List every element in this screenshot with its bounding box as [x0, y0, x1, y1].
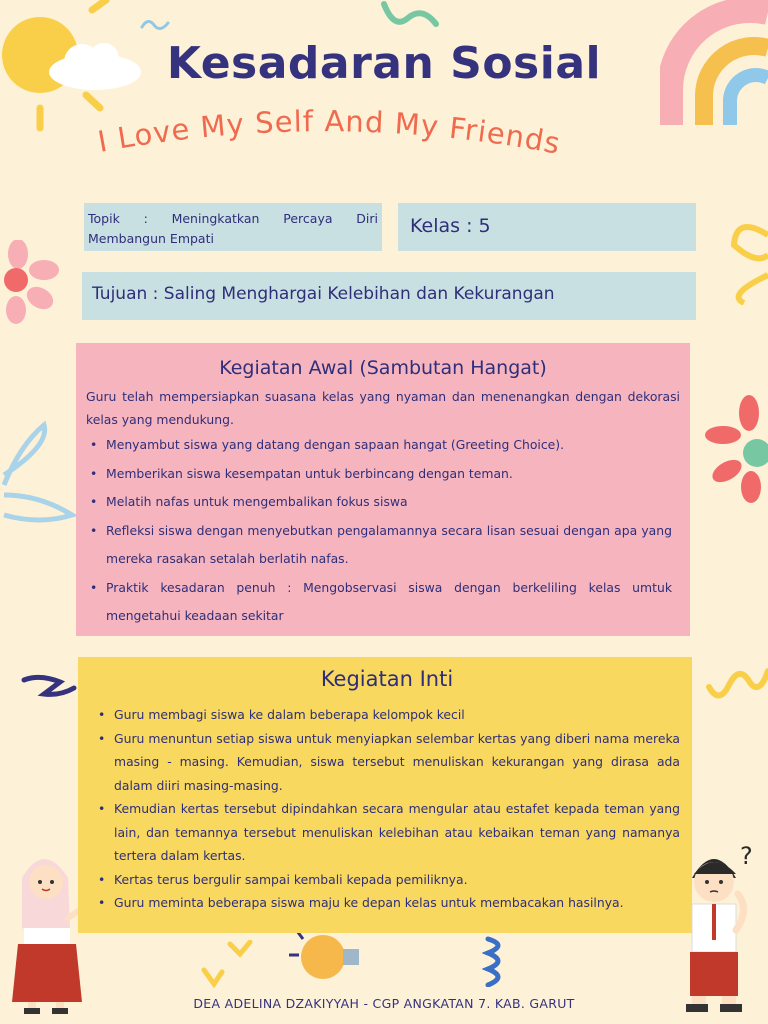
kegiatan-awal-intro: Guru telah mempersiapkan suasana kelas yang nyaman dan menenangkan dengan dekorasi kelas yang mendukung.	[86, 389, 680, 427]
blue-spring-decoration	[482, 935, 512, 987]
kegiatan-awal-heading: Kegiatan Awal (Sambutan Hangat)	[219, 357, 547, 379]
list-item: • Guru menuntun setiap siswa untuk menyiapkan selembar kertas yang diberi nama mereka masing - masing. Kemudian, siswa tersebut menuliskan kekurangan yang dirasa ada dalam diiri masing-masing.	[94, 727, 680, 798]
svg-text:I Love My Self And My Friends	[95, 104, 563, 161]
list-item: • Menyambut siswa yang datang dengan sapaan hangat (Greeting Choice).	[86, 431, 680, 460]
kegiatan-inti-section	[78, 657, 692, 933]
kegiatan-awal-list	[86, 431, 680, 631]
list-item: • Kertas terus bergulir sampai kembali kepada pemiliknya.	[94, 868, 680, 892]
lightbulb-icon	[285, 925, 385, 985]
tujuan-box	[82, 272, 696, 320]
list-item: • Guru membagi siswa ke dalam beberapa kelompok kecil	[94, 703, 680, 727]
list-item: • Praktik kesadaran penuh : Mengobservasi siswa dengan berkeliling kelas umtuk mengetahui keadaan sekitar	[86, 574, 680, 631]
list-item: • Refleksi siswa dengan menyebutkan pengalamannya secara lisan sesuai dengan apa yang mereka rasakan setalah berlatih nafas.	[86, 517, 680, 574]
yellow-wave-decoration	[705, 645, 768, 709]
subtitle	[90, 100, 670, 200]
kelas-text: Kelas : 5	[410, 215, 491, 237]
squiggle-decoration	[380, 0, 440, 36]
topic-text: Topik : Meningkatkan Percaya Diri Membangun Empati	[88, 211, 378, 246]
tujuan-text: Tujuan : Saling Menghargai Kelebihan dan Kekurangan	[92, 284, 555, 304]
topic-box	[84, 203, 382, 251]
blue-leaf-decoration	[0, 415, 76, 535]
list-item: • Kemudian kertas tersebut dipindahkan secara mengular atau estafet kepada teman yang lain, dan temannya tersebut menuliskan kelebihan atau kebaikan teman yang namanya tertera dalam kertas.	[94, 797, 680, 868]
subtitle-text: I Love My Self And My Friends	[95, 104, 564, 161]
svg-text:?: ?	[740, 842, 753, 870]
flower-right-icon	[705, 395, 768, 505]
kegiatan-inti-list	[94, 703, 680, 915]
small-squiggle-decoration	[140, 15, 170, 31]
list-item: • Memberikan siswa kesempatan untuk berbincang dengan teman.	[86, 460, 680, 489]
navy-squiggle-decoration	[20, 672, 78, 700]
yellow-loop-decoration	[716, 215, 768, 305]
list-item: • Guru meminta beberapa siswa maju ke depan kelas untuk membacakan hasilnya.	[94, 891, 680, 915]
kegiatan-inti-heading: Kegiatan Inti	[320, 667, 454, 691]
kegiatan-awal-section	[76, 343, 690, 636]
yellow-check-decoration	[200, 940, 270, 990]
kelas-box	[398, 203, 696, 251]
page-title: Kesadaran Sosial	[166, 38, 602, 89]
flower-left-icon	[0, 240, 62, 324]
list-item: • Melatih nafas untuk mengembalikan fokus siswa	[86, 488, 680, 517]
footer-credit: DEA ADELINA DZAKIYYAH - CGP ANGKATAN 7. KAB. GARUT	[193, 996, 575, 1011]
